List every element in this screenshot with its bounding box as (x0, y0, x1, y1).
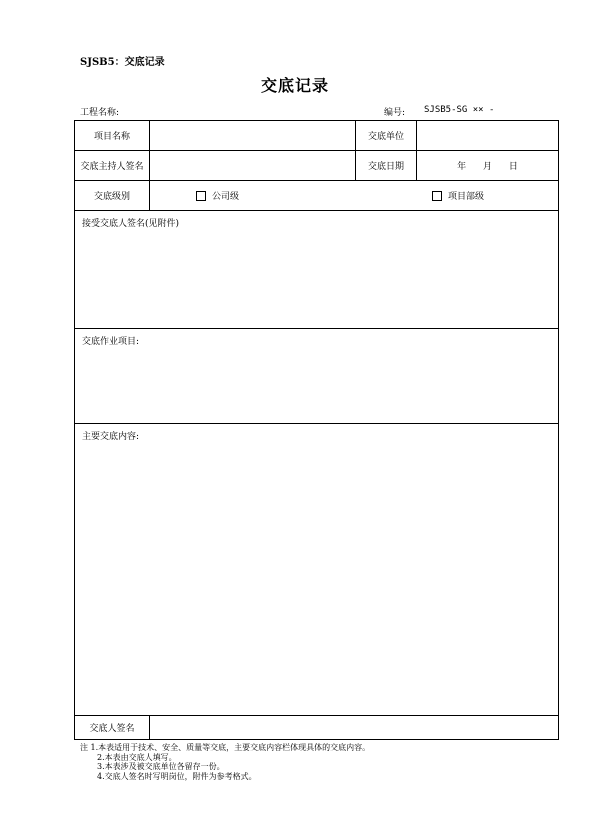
project-name-cell[interactable] (150, 121, 356, 151)
presenter-sign-header: 交底人签名 (75, 716, 150, 740)
date-year: 年 (457, 162, 467, 172)
project-name-label: 工程名称: (80, 108, 120, 118)
company-level-checkbox[interactable] (196, 191, 206, 201)
record-form-table (74, 120, 559, 740)
option-company[interactable] (196, 189, 239, 202)
number-value: SJSB5-SG ×× - (424, 105, 495, 115)
note-3: 3.本表涉及被交底单位各留存一份。 (97, 762, 225, 771)
level-header: 交底级别 (75, 181, 150, 211)
project-level-label: 项目部级 (448, 192, 485, 202)
company-level-label: 公司级 (212, 192, 240, 202)
main-content-section[interactable] (75, 424, 559, 716)
host-sign-header: 交底主持人签名 (75, 151, 150, 181)
receiver-sign-label: 接受交底人签名(见附件) (82, 219, 180, 229)
project-level-checkbox[interactable] (432, 191, 442, 201)
note-4: 4.交底人签名时写明岗位，附件为参考格式。 (97, 771, 257, 781)
note-2: 2.本表由交底人填写。 (97, 752, 177, 762)
date-day: 日 (508, 162, 518, 172)
date-month: 月 (482, 162, 492, 172)
presenter-sign-cell[interactable] (150, 716, 559, 740)
option-project[interactable] (432, 189, 484, 202)
note-1: 注 1.本表适用于技术、安全、质量等交底，主要交底内容栏体现具体的交底内容。 (80, 743, 371, 752)
main-content-label: 主要交底内容: (82, 432, 140, 442)
unit-header: 交底单位 (356, 121, 417, 151)
date-header: 交底日期 (356, 151, 417, 181)
work-item-section[interactable] (75, 329, 559, 424)
project-name-header: 项目名称 (75, 121, 150, 151)
date-cell[interactable] (417, 151, 559, 181)
number-label: 编号: (384, 108, 406, 118)
notes (80, 743, 370, 781)
page-title: 交底记录 (260, 76, 329, 95)
level-options (150, 181, 559, 211)
unit-cell[interactable] (417, 121, 559, 151)
work-item-label: 交底作业项目: (82, 337, 140, 347)
form-code: SJSB5：交底记录 (80, 57, 165, 68)
receiver-sign-section[interactable] (75, 211, 559, 329)
host-sign-cell[interactable] (150, 151, 356, 181)
